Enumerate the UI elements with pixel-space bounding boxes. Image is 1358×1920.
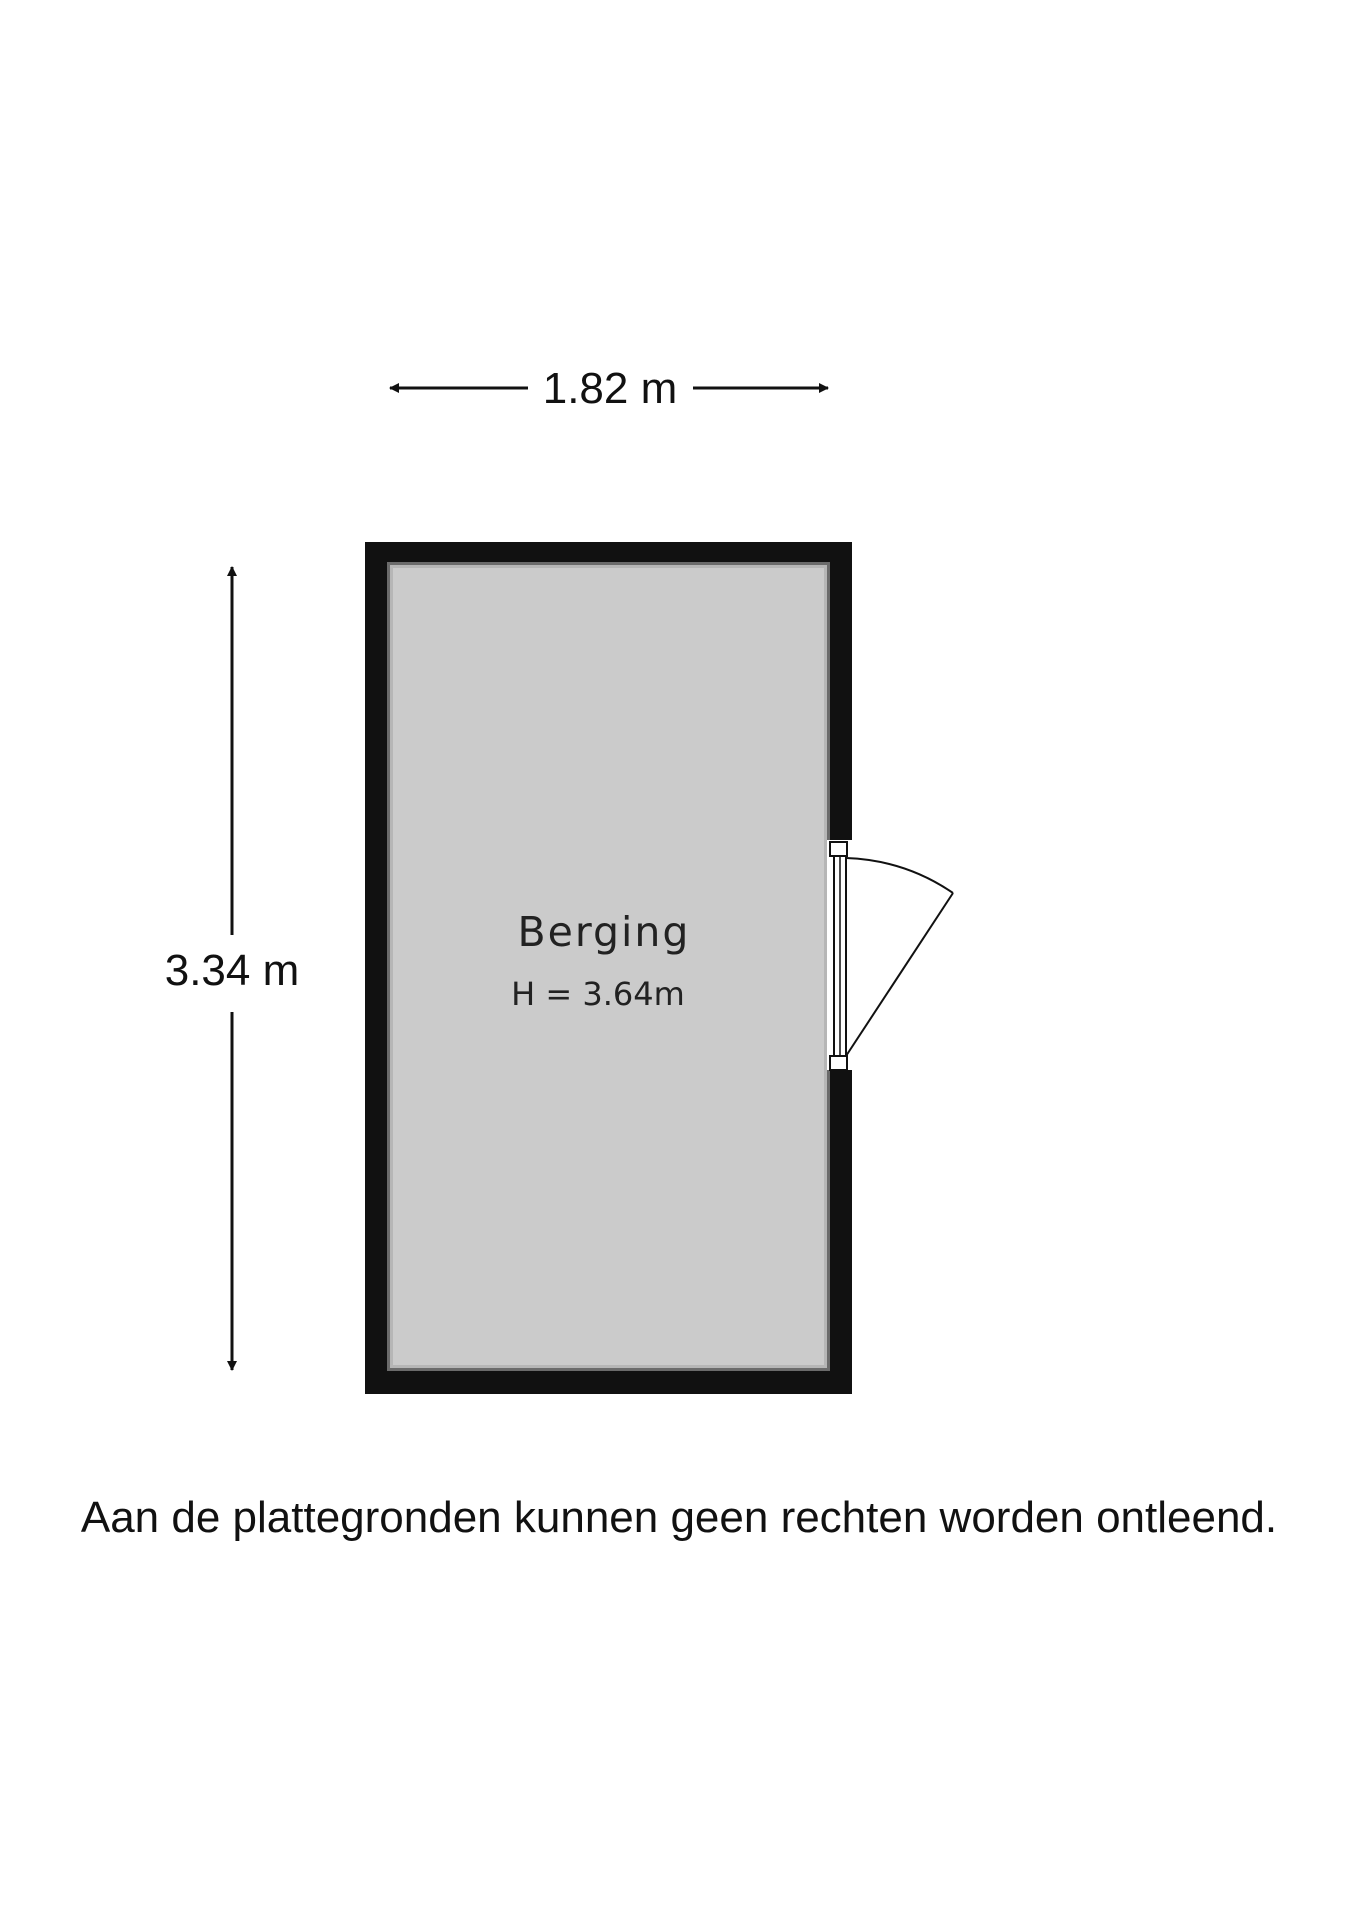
width-label: 1.82 m [542,364,678,413]
width-dimension [390,364,828,413]
height-label: 3.34 m [164,946,300,995]
room-height-note: H = 3.64m [511,975,685,1013]
door-jamb-top [830,842,847,856]
height-dimension [165,567,300,1370]
door-leaf [846,893,953,1056]
door-swing-arc [846,858,953,893]
room-berging [365,542,953,1394]
room-floor [390,565,827,1368]
room-name: Berging [517,908,691,956]
door-jamb-bottom [830,1056,847,1070]
disclaimer-text: Aan de plattegronden kunnen geen rechten worden ontleend. [80,1493,1278,1542]
